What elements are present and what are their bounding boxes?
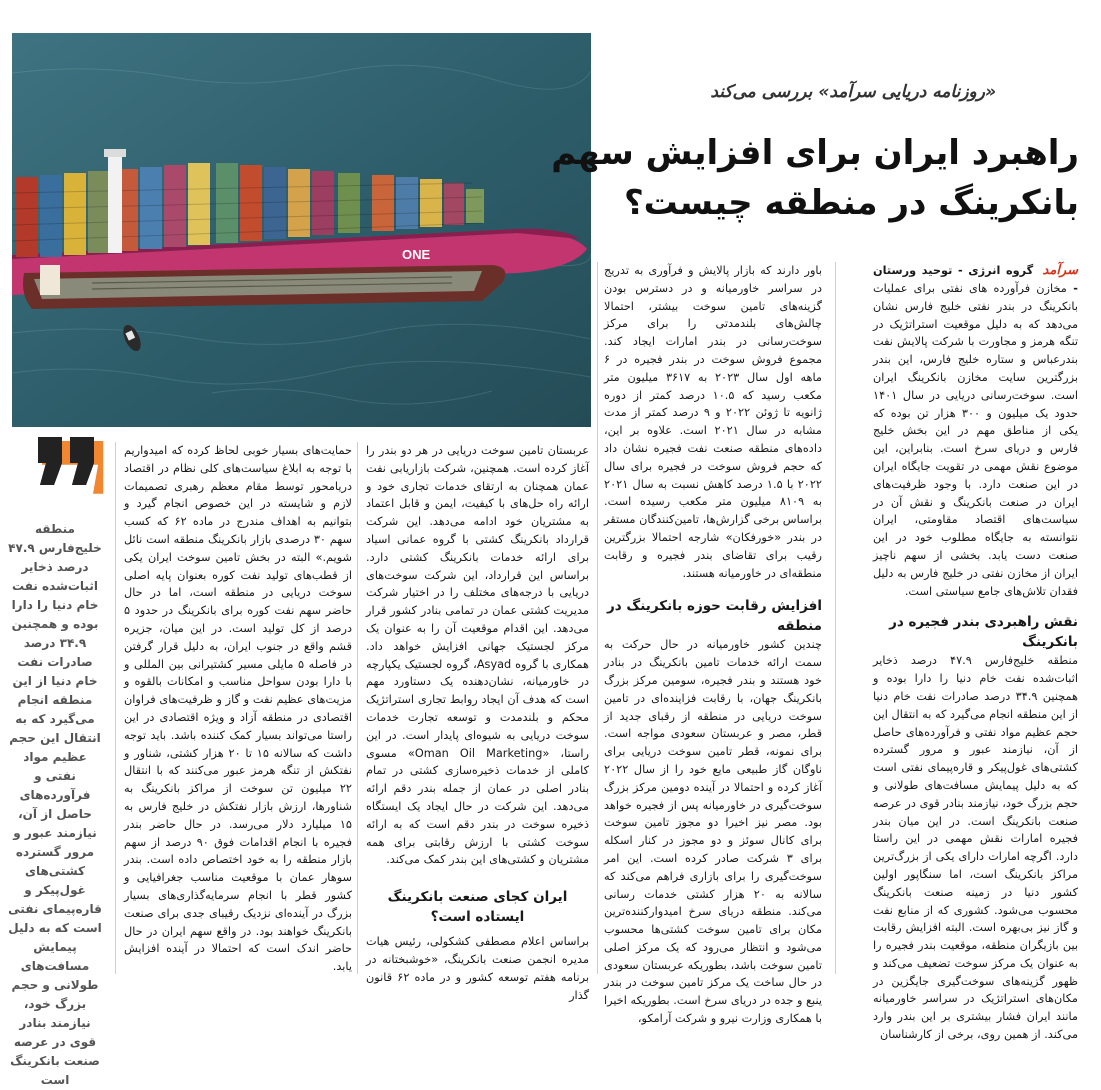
- column-divider: [597, 262, 598, 974]
- ship-name-label: ONE: [402, 247, 431, 262]
- column-3-top: عربستان تامین سوخت دریایی در هر دو بندر را آغاز کرده است. همچنین، شرکت بازاریابی نفت عمان همچنان به ارتقای خدمات تجاری خود و ارائه راه حل‌های با کیفیت، ایمن و قابل اعتماد به مشتریان خود ادامه می‌دهد. این شرکت قرارداد بانکرینگ کشتی با گروه عمانی اسیاد برای ارائه خدمات بانکرینگ کشتی دارد. براساس این قرارداد، این شرکت سوخت‌های دریایی با درجه‌های مختلف را در اختیار شرکت مدیریت کشتی عمان در تمامی بنادر کشور قرار می‌دهد. این اقدام موقعیت آن را به عنوان یک مرکز لجستیک جهانی افزایش خواهد داد. همکاری با گروه Asyad، گروه لجستیک یکپارچه در خاورمیانه، نشان‌دهنده یک دستاورد مهم است که هدف آن ایجاد روابط تجاری استراتژیک محکم و بلندمدت و توسعه تجارت خدمات سوخت دریایی به شیوه‌ای پایدار است. در این راستا، «Oman Oil Marketing» مسوی کاملی از خدمات ذخیره‌سازی کشتی در تمام بنادر اصلی در عمان از جمله بندر دقم ارائه می‌دهد. این شرکت در حال ایجاد یک ایستگاه ذخیره سوخت در بندر دقم است که به ارائه سوخت کشتی با ارزش رقابتی برای همه مشتریان و کشتی‌های این بندر کمک می‌کند.: [366, 444, 589, 867]
- headline-line-2: بانکرینگ در منطقه چیست؟: [623, 183, 1079, 223]
- column-divider: [835, 262, 836, 974]
- column-3-body: براساس اعلام مصطفی کشکولی، رئیس هیات مدیره انجمن صنعت بانکرینگ، «خوشبختانه در برنامه هفتم توسعه کشور و در ماده ۶۲ قانون گذار: [366, 935, 589, 1002]
- headline-line-1: راهبرد ایران برای افزایش سهم: [551, 133, 1079, 173]
- column-divider: [115, 442, 116, 974]
- publication-logo: سرآمد: [1042, 263, 1078, 278]
- article-headline: [519, 128, 1079, 228]
- column-2: [604, 262, 823, 1026]
- column-4: [124, 442, 352, 974]
- quote-mark-icon: [32, 433, 104, 495]
- column-1-body: منطقه خلیج‌فارس ۴۷.۹ درصد ذخایر اثبات‌شده نفت خام دنیا را دارا بوده و همچنین ۳۴.۹ درصد صادرات نفت خام دنیا از این منطقه انجام می‌گیرد که به انتقال این حجم عظیم مواد نفتی و فرآورده‌های حاصل از آن، نیازمند عبور و مرور گسترده کشتی‌های غول‌پیکر و قاره‌پیمای نفتی است که به دلیل پیمایش مسافت‌های طولانی و حجم بزرگ خود، نیازمند بنادر قوی در عرصه صنعت بانکرینگ است. در این میان بندر فجیره امارات نقش مهمی در این راستا دارد. اگرچه امارات دارای یکی از بزرگ‌ترین مراکز بانکرینگ است، اما سنگاپور اولین کشور دنیا در زمینه صنعت بانکرینگ محسوب می‌شود. کشوری که از منابع نفت و گاز نیز بی‌بهره است. البته افزایش رقابت بین بازیگران منطقه، موقعیت بندر فجیره را به عنوان یک مرکز سوخت تضعیف می‌کند و ظهور گزینه‌های سوخت‌گیری جایگزین در مکان‌های استراتژیک در سراسر خاورمیانه مانند ایران فشار بیشتری بر این بندر وارد می‌کند. از همین روی، برخی از کارشناسان: [873, 654, 1079, 1042]
- column-3: [366, 442, 589, 1002]
- article-kicker: «روزنامه دریایی سرآمد» بررسی می‌کند: [710, 82, 996, 102]
- pull-quote: منطقه خلیج‌فارس ۴۷.۹ درصد ذخایر اثبات‌شده نفت خام دنیا را دارا بوده و همچنین ۳۴.۹ درصد صادرات نفت خام دنیا از این منطقه انجام می‌گیرد که به انتقال این حجم عظیم مواد نفتی و فرآورده‌های حاصل از آن، نیازمند عبور و مرور گسترده کشتی‌های غول‌پیکر و قاره‌پیمای نفتی است که به دلیل پیمایش مسافت‌های طولانی و حجم بزرگ خود، نیازمند بنادر قوی در عرصه صنعت بانکرینگ است: [8, 522, 102, 1087]
- article-photo: [12, 33, 591, 427]
- column-2-top: باور دارند که بازار پالایش و فرآوری به تدریج در سراسر خاورمیانه و در دسترس بودن گزینه‌های تامین سوخت بیشتر، احتمالا چالش‌های بلندمدتی را برای مرکز سوخت‌رسانی در بندر امارات ایجاد کند. مجموع فروش سوخت در بندر فجیره در ۶ ماهه اول سال ۲۰۲۳ به ۳۶۱۷ میلیون متر مکعب رسید که ۱۰.۵ درصد کمتر از دوره ژانویه تا ژوئن ۲۰۲۲ و ۹ درصد کمتر از مدت مشابه در سال ۲۰۲۱ است. علاوه بر این، داده‌های منطقه صنعت نفت فجیره نشان داد که حجم فروش سوخت در فجیره برای سال ۲۰۲۲ با ۱.۵ درصد کاهش نسبت به سال ۲۰۲۱ به ۸۱۰۹ میلیون متر مکعب رسیده است. براساس برخی گزارش‌ها، تامین‌کنندگان مستقر در بندر «خورفکان» شارجه احتمالا بزرگترین رقیب برای تقاضای بندر فجیره و رقابت منطقه‌ای در خاورمیانه هستند.: [604, 264, 822, 580]
- column-2-subhead: افزایش رقابت حوزه بانکرینگ در منطقه: [607, 598, 822, 635]
- article-byline: گروه انرژی - توحید ورستان -: [873, 264, 1078, 295]
- column-divider: [357, 442, 358, 974]
- column-3-subhead: ایران کجای صنعت بانکرینگ ایستاده است؟: [387, 889, 568, 926]
- column-4-body: حمایت‌های بسیار خوبی لحاظ کرده که امیدواریم با توجه به ابلاغ سیاست‌های کلی نظام در اقتصاد دریامحور توسط مقام معظم رهبری تصمیمات لازم و شایسته در این خصوص انجام گیرد و بتوانیم به اهداف مندرج در ماده ۶۲ که کسب سهم ۳۰ درصدی بازار بانکرینگ منطقه است نائل شویم.» البته در بخش تامین سوخت ایران یکی از قطب‌های تولید نفت کوره بعنوان پایه اصلی سوخت دریایی در منطقه است، اما در حال حاضر سهم نفت کوره برای بانکرینگ در حدود ۵ درصد از کل تولید است. در این میان، جزیره قشم واقع در جنوب ایران، به دلیل قرار گرفتن در فاصله ۵ مایلی مسیر کشتیرانی بین المللی و با دارا بودن سواحل مناسب و امکانات بالقوه و مزیت‌های عظیم نفت و گاز و ظرفیت‌های فراوان اقتصادی در منطقه آزاد و ویژه اقتصادی در این راستا می‌تواند بسیار کمک کننده باشد. باید توجه داشت که سالانه ۱۵ تا ۲۰ هزار کشتی، شناور و نفتکش از تنگه هرمز عبور می‌کنند که با انتقال ۲۲ میلیون تن سوخت از مراکز بانکرینگ به شناورها، ارزش بازار نفتکش در خلیج فارس به ۱۵ میلیارد دلار می‌رسد. در حال حاضر بندر فجیره با انجام اقدامات فوق ۹۰ درصد از سهم بازار منطقه را به خود اختصاص داده است. بندر سوهار عمان با موقعیت مناسب جغرافیایی و کشور قطر با انجام سرمایه‌گذاری‌های بسیار بزرگ در آینده‌ای نزدیک رقیبای جدی برای صنعت بانکرینگ خواهند بود. در واقع سهم ایران در حال حاضر اندک است که احتمالا در آینده افزایش یابد.: [124, 444, 352, 974]
- column-1: [873, 262, 1079, 1042]
- column-1-subhead: نقش راهبردی بندر فجیره در بانکرینگ: [889, 614, 1078, 651]
- column-1-intro: مخازن فرآورده های نفتی برای عملیات بانکرینگ در بندر نفتی خلیج فارس نشان می‌دهد که به دلیل موقعیت استراتژیک در تنگه هرمز و مجاورت با شرکت پالایش نفت بندرعباس و ستاره خلیج فارس، این بندر بزرگترین سایت مخازن بانکرینگ ایران است. سوخت‌رسانی دریایی در سال ۱۴۰۱ حدود یک میلیون و ۳۰۰ هزار تن بوده که یکی از مناطق مهم در این بخش خلیج فارس و دریای سرخ است. بنابراین، این موضوع نقش مهمی در تقویت جایگاه ایران در این صنعت دارد. با وجود ظرفیت‌های ایران در صنعت بانکرینگ و نقش آن در سیاست‌های اقتصاد مقاومتی، ایران نتوانسته به جایگاه مطلوب خود در این صنعت دست یابد. بخشی از سهم ناچیز ایران از مخازن نفتی در خلیج فارس به دلیل فقدان تلاش‌های جامع سیاستی است.: [873, 282, 1078, 598]
- column-2-body: چندین کشور خاورمیانه در حال حرکت به سمت ارائه خدمات تامین بانکرینگ در بنادر خود هستند و بندر فجیره، سومین مرکز بزرگ بانکرینگ جهان، با رقابت فزاینده‌ای در تامین سوخت دریایی در منطقه از رقبای جدید از قطر، مصر و عربستان سعودی مواجه است. برای نمونه، قطر تامین سوخت دریایی برای ناوگان گاز طبیعی مایع خود را از سال ۲۰۲۲ آغاز کرده و احتمالا در آینده دومین مرکز بزرگ سوخت‌گیری در خاورمیانه پس از فجیره خواهد بود. مصر نیز اخیرا دو مجوز تامین سوخت برای کانال سوئز و دو مجوز در کنار اسکله برای ۳ شرکت صادر کرده است. این امر سوخت‌گیری را برای بازاری فراهم می‌کند که سالانه به ۲۰ هزار کشتی خدمات رسانی می‌کند. منطقه دریای سرخ امیدوارکننده‌ترین مکان برای تامین سوخت کشتی‌ها محسوب می‌شود و انتظار می‌رود که یک مرکز اصلی تامین سوخت باشد، بطوریکه عربستان سعودی در حال ساخت یک مرکز تامین سوخت در بندر ینبع و جده در دریای سرخ است. بطوریکه اخیرا با همکاری وزارت نیرو و شرکت آرامکو،: [604, 638, 823, 1026]
